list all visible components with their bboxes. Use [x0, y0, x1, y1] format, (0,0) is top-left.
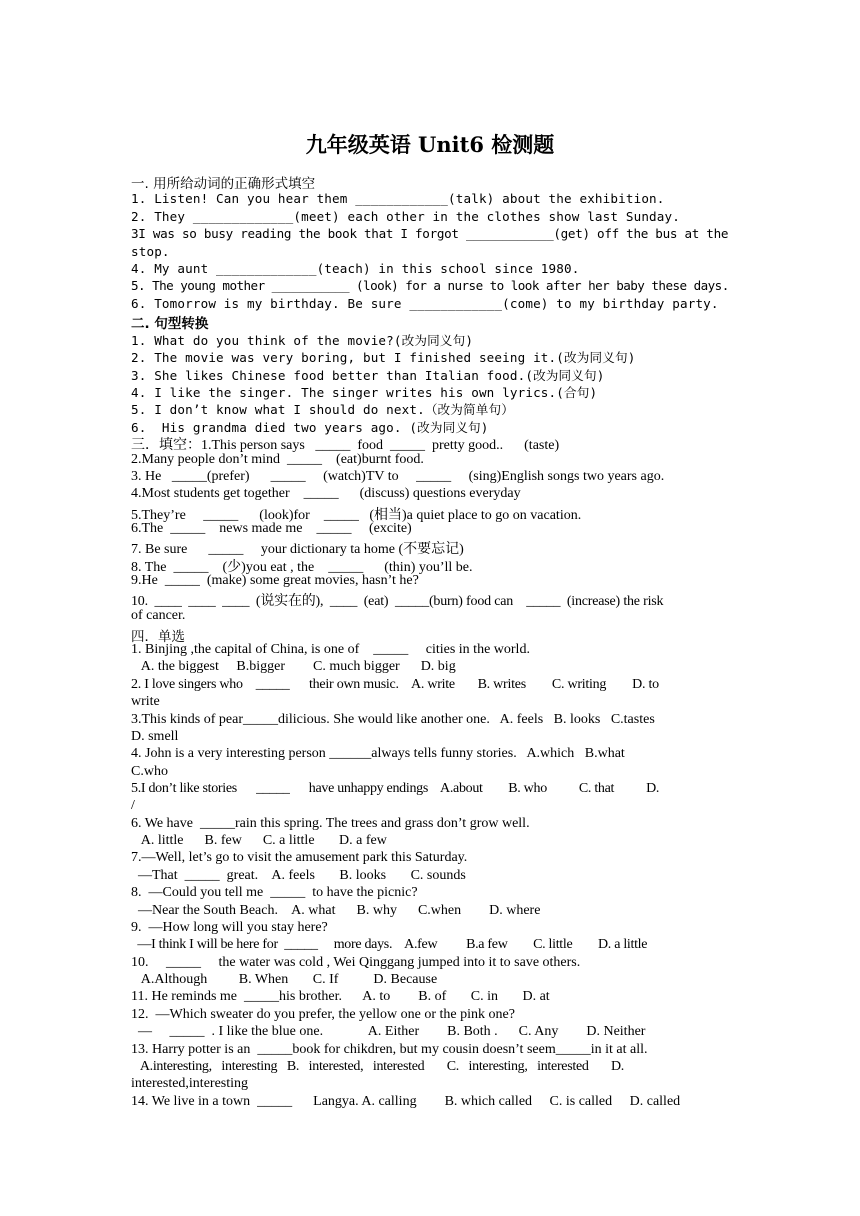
- s4-line: A.Although B. When C. If D. Because: [131, 972, 438, 987]
- s4-line: write: [131, 694, 160, 709]
- s4-line: 6. We have _____rain this spring. The trees and grass don’t grow well.: [131, 816, 530, 831]
- s3-line: of cancer.: [131, 608, 186, 623]
- s2-line: 3. She likes Chinese food better than Italian food.(改为同义句): [131, 368, 605, 383]
- s4-line: 4. John is a very interesting person ______always tells funny stories. A.which B.what: [131, 746, 625, 761]
- s4-line: 2. I love singers who _____ their own music. A. write B. writes C. writing D. to: [131, 677, 659, 692]
- s3-line: 5.They’re _____ (look)for _____ (相当)a quiet place to go on vacation.: [131, 508, 582, 523]
- s1-line: 5. The young mother ___________ (look) for a nurse to look after her baby these days.: [131, 278, 729, 293]
- s1-line: stop.: [131, 244, 170, 259]
- s4-line: A. little B. few C. a little D. a few: [131, 833, 387, 848]
- section-1-heading: 一. 用所给动词的正确形式填空: [131, 176, 316, 192]
- s4-line: —That _____ great. A. feels B. looks C. sounds: [131, 868, 466, 883]
- s4-line: C.who: [131, 764, 168, 779]
- s3-line: 2.Many people don’t mind _____ (eat)burnt food.: [131, 452, 424, 467]
- s4-line: 9. —How long will you stay here?: [131, 920, 328, 935]
- s4-line: A. the biggest B.bigger C. much bigger D. big: [131, 659, 456, 674]
- s2-line: 4. I like the singer. The singer writes his own lyrics.(合句): [131, 385, 598, 400]
- s4-line: — _____ . I like the blue one. A. Either B. Both . C. Any D. Neither: [131, 1024, 646, 1039]
- s1-line: 3I was so busy reading the book that I forgot ____________(get) off the bus at the: [131, 226, 729, 241]
- s2-line: 2. The movie was very boring, but I finished seeing it.(改为同义句): [131, 350, 636, 365]
- s4-line: 12. —Which sweater do you prefer, the yellow one or the pink one?: [131, 1007, 515, 1022]
- s4-line: /: [131, 798, 135, 813]
- s4-line: —Near the South Beach. A. what B. why C.when D. where: [131, 903, 541, 918]
- s4-line: D. smell: [131, 729, 179, 744]
- s1-line: 6. Tomorrow is my birthday. Be sure ____________(come) to my birthday party.: [131, 296, 719, 311]
- s3-line: 9.He _____ (make) some great movies, hasn’t he?: [131, 573, 419, 588]
- s2-line: 1. What do you think of the movie?(改为同义句): [131, 333, 474, 348]
- s3-line: 4.Most students get together _____ (discuss) questions everyday: [131, 486, 521, 501]
- s4-line: 13. Harry potter is an _____book for chikdren, but my cousin doesn’t seem_____in it at all.: [131, 1042, 648, 1057]
- s3-line: 6.The _____ news made me _____ (excite): [131, 521, 412, 536]
- s3-line: 7. Be sure _____ your dictionary ta home (不要忘记): [131, 542, 464, 557]
- s3-line: 10. ____ ____ ____ (说实在的), ____ (eat) _____(burn) food can _____ (increase) the risk: [131, 594, 664, 609]
- s3-line: 8. The _____ (少)you eat , the _____ (thin) you’ll be.: [131, 560, 473, 575]
- s4-line: 5.I don’t like stories _____ have unhappy endings A.about B. who C. that D.: [131, 781, 660, 796]
- section-4-heading: 四．单选: [131, 629, 185, 645]
- s3-line: 3. He _____(prefer) _____ (watch)TV to _____ (sing)English songs two years ago.: [131, 469, 665, 484]
- s1-line: 4. My aunt _____________(teach) in this school since 1980.: [131, 261, 580, 276]
- s4-line: —I think I will be here for _____ more days. A.few B.a few C. little D. a little: [131, 937, 648, 952]
- s4-line: 8. —Could you tell me _____ to have the picnic?: [131, 885, 418, 900]
- s4-line: 11. He reminds me _____his brother. A. to B. of C. in D. at: [131, 989, 550, 1004]
- page-title: 九年级英语 Unit6 检测题: [305, 132, 555, 157]
- s1-line: 1. Listen! Can you hear them ____________(talk) about the exhibition.: [131, 191, 665, 206]
- s2-line: 5. I don’t know what I should do next.（改为简单句）: [131, 402, 515, 417]
- s4-line: 14. We live in a town _____ Langya. A. calling B. which called C. is called D. called: [131, 1094, 681, 1109]
- s4-line: 3.This kinds of pear_____dilicious. She would like another one. A. feels B. looks C.tastes: [131, 712, 655, 727]
- s4-line: 10. _____ the water was cold , Wei Qinggang jumped into it to save others.: [131, 955, 581, 970]
- section-2-heading: 二. 句型转换: [131, 316, 209, 332]
- s4-line: 7.—Well, let’s go to visit the amusement park this Saturday.: [131, 850, 468, 865]
- s4-line: A.interesting, interesting B. interested, interested C. interesting, interested D.: [131, 1059, 624, 1074]
- section-3-heading: 三．填空：1.This person says _____ food _____ pretty good.. (taste): [131, 438, 560, 453]
- s2-line: 6. His grandma died two years ago. (改为同义句): [131, 420, 489, 435]
- s4-line: 1. Binjing ,the capital of China, is one of _____ cities in the world.: [131, 642, 530, 657]
- s4-line: interested,interesting: [131, 1076, 249, 1091]
- s1-line: 2. They _____________(meet) each other in the clothes show last Sunday.: [131, 209, 680, 224]
